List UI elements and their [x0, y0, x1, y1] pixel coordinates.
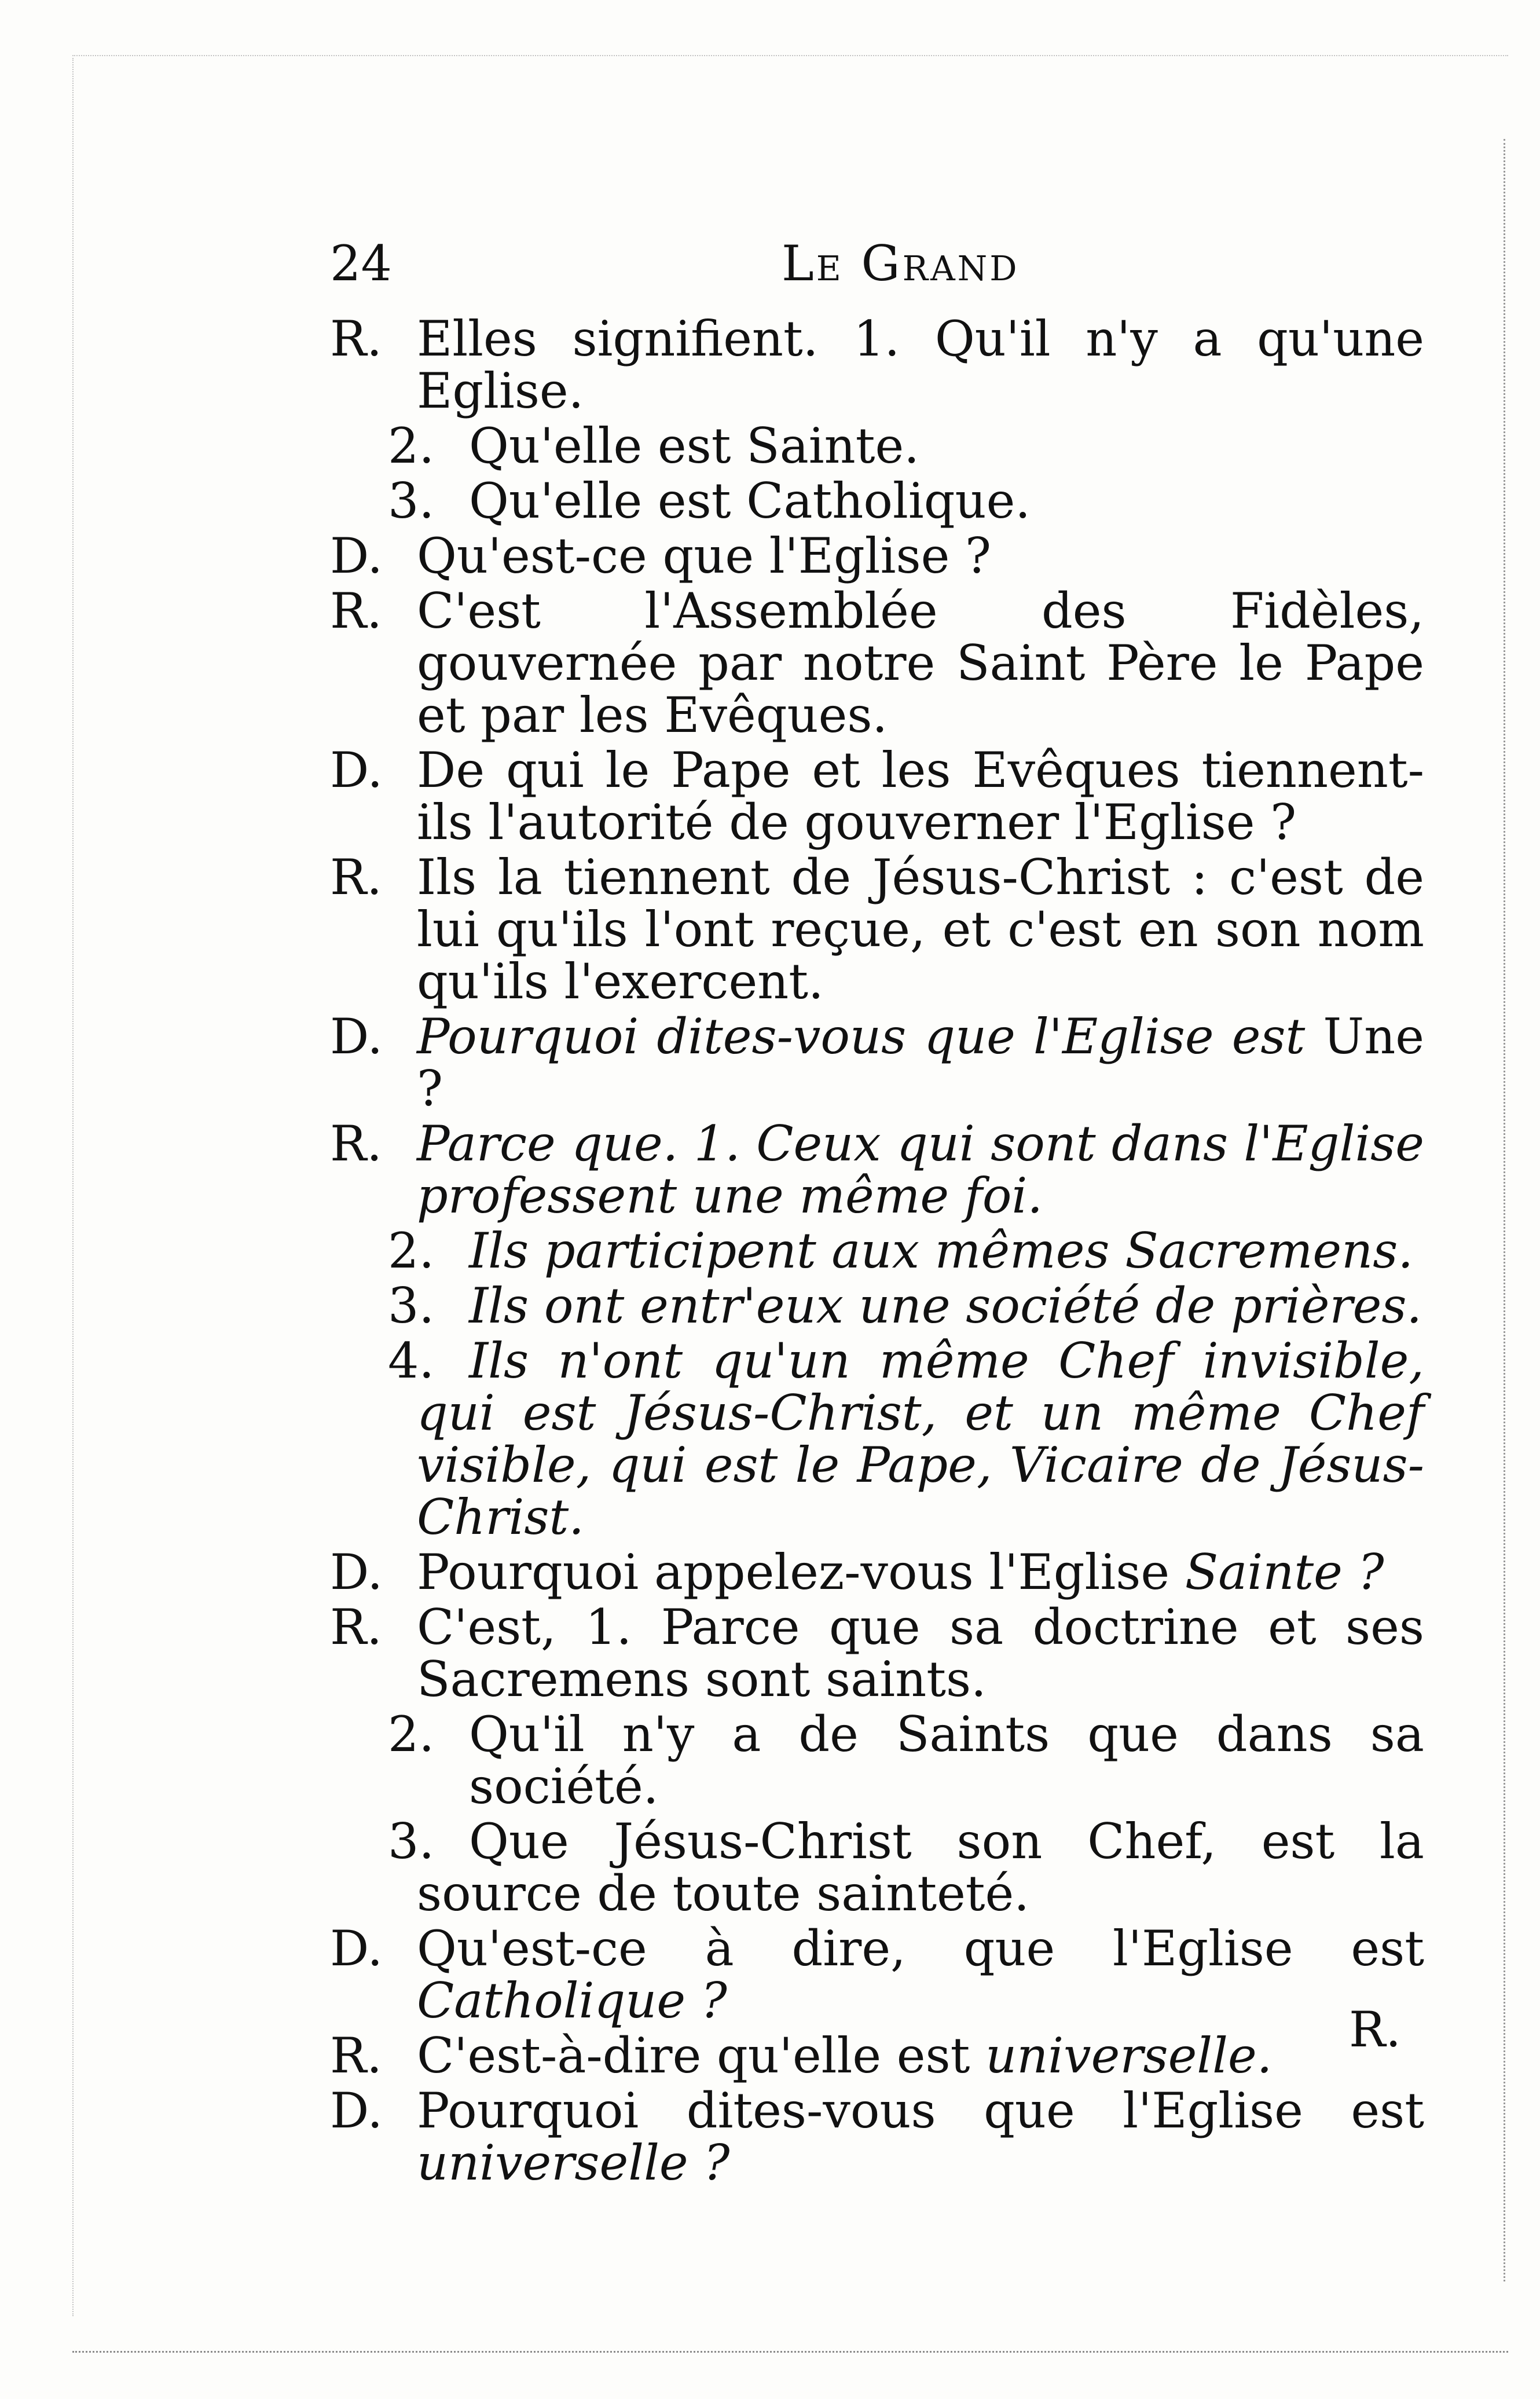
answer-item [330, 1332, 1424, 1545]
item-number: 2. [388, 1706, 435, 1763]
answer-italic-part: universelle. [985, 2027, 1273, 2084]
catchword: R. [1349, 2001, 1401, 2058]
catechism-text [330, 310, 1425, 2192]
page-number: 24 [330, 235, 392, 292]
question-marker: D. [330, 742, 383, 799]
item-text: Ils n'ont qu'un même Chef invisible, qui est Jésus-Christ, et un même Chef visible, qui est le Pape, Vicaire de Jésus-Christ. [417, 1332, 1424, 1545]
answer-marker: R. [330, 849, 382, 906]
item-text: Ils ont entr'eux une société de prières. [469, 1277, 1422, 1334]
answer-item [330, 1222, 1424, 1279]
question-sainte [330, 1546, 1424, 1598]
question-text [417, 1546, 1424, 1598]
question-roman-part: Pourquoi appelez-vous l'Eglise [417, 1544, 1170, 1600]
question-roman-part: Pourquoi dites-vous que l'Eglise est [417, 2082, 1424, 2139]
question-text: De qui le Pape et les Evêques tiennent-ils l'autorité de gouverner l'Eglise ? [417, 742, 1424, 851]
answer-item [330, 1815, 1424, 1920]
answer-text: Parce que. 1. Ceux qui sont dans l'Eglise professent une même foi. [417, 1115, 1424, 1224]
answer-catholique [330, 2027, 1424, 2084]
answer-text: C'est, 1. Parce que sa doctrine et ses Sacremens sont saints. [417, 1599, 1424, 1708]
question-italic-part: Catholique ? [417, 1972, 727, 2029]
page-edge-bottom [72, 2351, 1508, 2354]
answer-entry [330, 310, 1424, 419]
answer-entry [330, 585, 1424, 741]
answer-marker: R. [330, 310, 382, 367]
question-marker: D. [330, 528, 383, 584]
page-edge-right [1499, 139, 1505, 2281]
question-marker: D. [330, 2082, 383, 2139]
question-catholique [330, 1922, 1424, 2027]
page-edge-top [72, 55, 1508, 57]
answer-item [330, 417, 1424, 474]
item-text: Qu'elle est Sainte. [469, 417, 919, 474]
question-text [417, 1010, 1424, 1115]
question-marker: D. [330, 1920, 383, 1977]
item-number: 3. [388, 1813, 435, 1870]
item-text: Ils participent aux mêmes Sacremens. [469, 1222, 1414, 1279]
item-number: 4. [388, 1332, 435, 1389]
answer-marker: R. [330, 1599, 382, 1656]
answer-marker: R. [330, 583, 382, 639]
answer-marker: R. [330, 2027, 382, 2084]
question-text: Qu'est-ce que l'Eglise ? [417, 528, 992, 584]
item-text: Qu'il n'y a de Saints que dans sa société. [469, 1706, 1424, 1815]
question-entry [330, 530, 1424, 582]
question-roman-part: Une ? [417, 1008, 1425, 1117]
question-entry [330, 742, 1424, 851]
item-number: 2. [388, 417, 435, 474]
answer-item [330, 1706, 1424, 1815]
question-universelle [330, 2082, 1424, 2191]
question-marker: D. [330, 1544, 383, 1600]
answer-item [330, 1277, 1424, 1334]
answer-une [330, 1115, 1424, 1224]
question-une [330, 1010, 1424, 1115]
question-text [417, 2082, 1424, 2191]
answer-sainte [330, 1599, 1424, 1708]
answer-item [330, 475, 1424, 527]
answer-roman-part: C'est-à-dire qu'elle est [417, 2027, 970, 2084]
question-marker: D. [330, 1008, 383, 1065]
answer-entry [330, 851, 1424, 1008]
answer-text: C'est l'Assemblée des Fidèles, gouvernée par notre Saint Père le Pape et par les Evêques. [417, 583, 1424, 743]
question-italic-part: Sainte ? [1185, 1544, 1384, 1600]
item-text: Qu'elle est Catholique. [469, 473, 1031, 529]
item-number: 3. [388, 1277, 435, 1334]
answer-text: Elles signifient. 1. Qu'il n'y a qu'une Eglise. [417, 310, 1424, 419]
page-edge-left [72, 58, 76, 2316]
item-number: 2. [388, 1222, 435, 1279]
answer-marker: R. [330, 1115, 382, 1172]
page-header [330, 232, 1407, 295]
answer-text: Ils la tiennent de Jésus-Christ : c'est de lui qu'ils l'ont reçue, et c'est en son nom qu'ils l'exercent. [417, 849, 1424, 1010]
running-title: Le Grand [782, 235, 1020, 292]
question-italic-part: universelle ? [417, 2134, 730, 2191]
question-roman-part: Qu'est-ce à dire, que l'Eglise est [417, 1920, 1424, 1977]
question-italic-part: Pourquoi dites-vous que l'Eglise est [417, 1008, 1306, 1065]
question-text [417, 1922, 1424, 2027]
item-number: 3. [388, 473, 435, 529]
item-text: Que Jésus-Christ son Chef, est la source de toute sainteté. [417, 1813, 1424, 1922]
answer-text [417, 2027, 1424, 2084]
